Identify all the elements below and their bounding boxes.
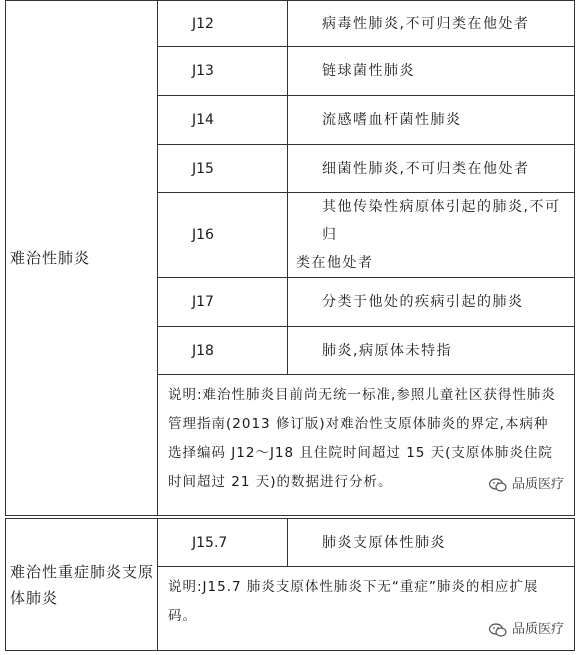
code-cell: J16 — [158, 193, 288, 278]
code-cell: J15 — [158, 145, 288, 193]
desc-cell — [288, 278, 575, 327]
category-text: 难治性重症肺炎支原体肺炎 — [10, 562, 155, 607]
desc-cell — [288, 193, 575, 278]
code-table-2 — [5, 518, 575, 651]
code-cell: J13 — [158, 47, 288, 96]
desc-text: 肺炎支原体性肺炎 — [322, 534, 446, 551]
desc-text: 流感嗜血杆菌性肺炎 — [322, 112, 462, 128]
desc-text: 细菌性肺炎,不可归类在他处者 — [322, 160, 530, 177]
code-cell: J14 — [158, 96, 288, 145]
watermark-text: 品质医疗 — [511, 477, 564, 492]
desc-text: 肺炎,病原体未特指 — [322, 342, 452, 359]
code-cell: J17 — [158, 278, 288, 327]
code-cell: J18 — [158, 327, 288, 375]
table-row — [6, 1, 575, 47]
note-text: 说明:J15.7 肺炎支原体性肺炎下无“重症”肺炎的相应扩展码。 — [168, 579, 539, 624]
category-cell — [6, 519, 158, 651]
wechat-icon — [488, 622, 508, 638]
desc-text-line2: 类在他处者 — [296, 255, 374, 271]
watermark-text: 品质医疗 — [511, 622, 564, 637]
desc-cell — [288, 519, 575, 567]
note-cell — [158, 375, 575, 516]
code-cell: J15.7 — [158, 519, 288, 567]
desc-cell — [288, 145, 575, 193]
desc-text: 链球菌性肺炎 — [322, 63, 415, 79]
wechat-icon — [488, 477, 508, 493]
desc-cell — [288, 96, 575, 145]
note-text: 说明:难治性肺炎目前尚无统一标准,参照儿童社区获得性肺炎管理指南(2013 修订版)对难治性支原体肺炎的界定,本病种选择编码 J12～J18 且住院时间超过 15 天(支原体肺炎住院时间超过 21 天)的数据进行分析。 — [168, 387, 556, 490]
desc-text: 分类于他处的疾病引起的肺炎 — [322, 294, 524, 310]
desc-cell — [288, 1, 575, 47]
desc-cell — [288, 47, 575, 96]
note-cell — [158, 567, 575, 651]
table-row — [6, 519, 575, 567]
watermark — [488, 470, 564, 499]
desc-text-line1: 其他传染性病原体引起的肺炎,不可归 — [322, 199, 561, 243]
code-cell: J12 — [158, 1, 288, 47]
category-cell: 难治性肺炎 — [6, 1, 158, 516]
desc-cell — [288, 327, 575, 375]
watermark — [488, 615, 564, 644]
code-table-1 — [5, 0, 575, 516]
desc-text: 病毒性肺炎,不可归类在他处者 — [322, 15, 530, 32]
